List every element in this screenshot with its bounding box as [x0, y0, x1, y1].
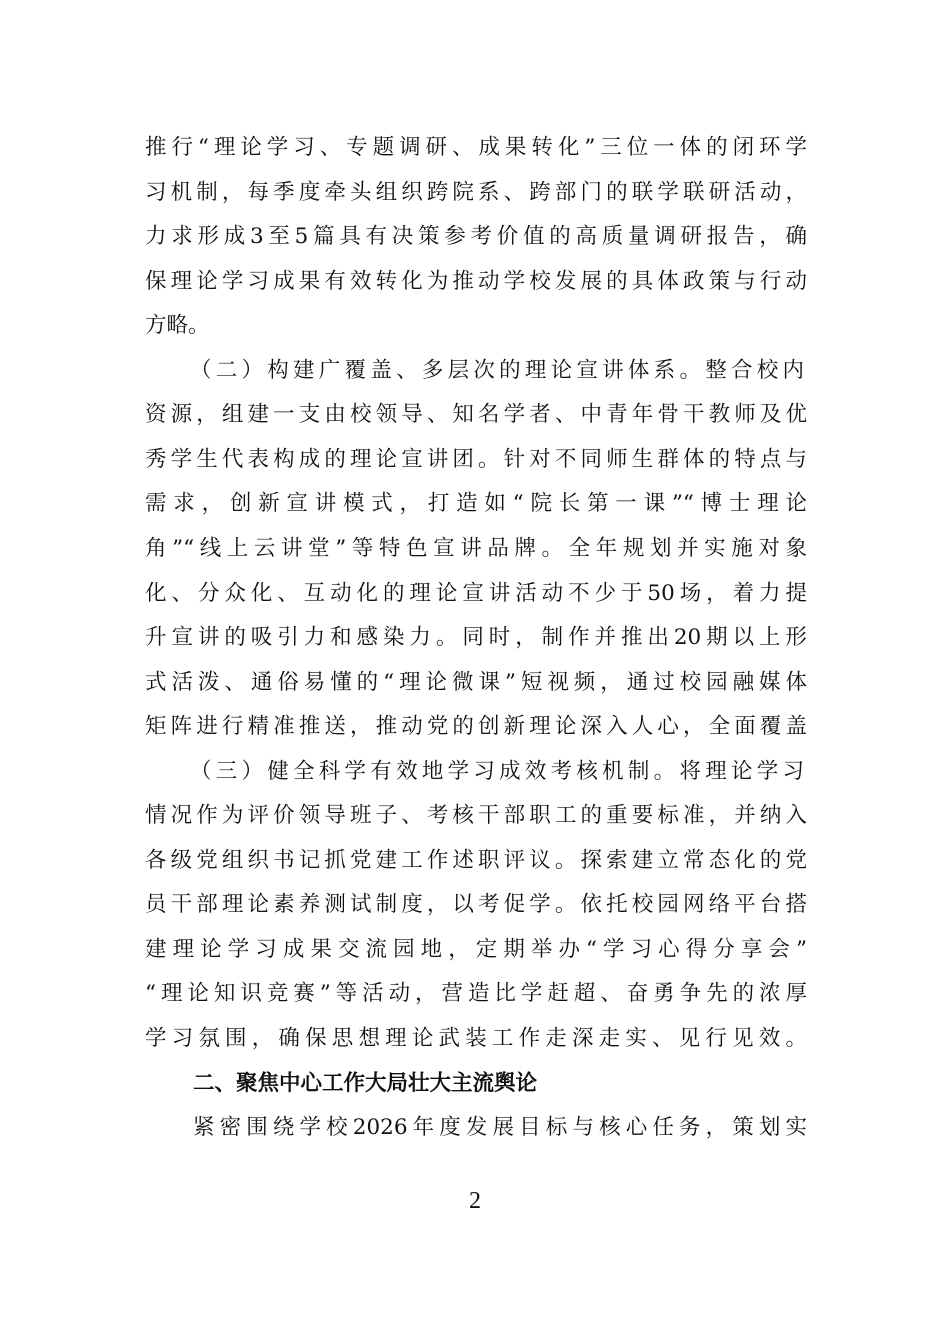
body-text-line: 方略。	[145, 313, 210, 339]
body-text-line: 资源，组建一支由校领导、知名学者、中青年骨干教师及优	[145, 402, 807, 428]
page-number: 2	[469, 1188, 481, 1214]
body-text-line: 秀学生代表构成的理论宣讲团。针对不同师生群体的特点与	[145, 446, 807, 472]
body-text-line: 角”“线上云讲堂”等特色宣讲品牌。全年规划并实施对象	[145, 535, 807, 561]
body-text-line: 推行“理论学习、专题调研、成果转化”三位一体的闭环学	[145, 135, 807, 160]
body-text-line: 学习氛围，确保思想理论武装工作走深走实、见行见效。	[145, 1026, 807, 1051]
body-text-line: 式活泼、通俗易懂的“理论微课”短视频，通过校园融媒体	[145, 669, 807, 695]
body-text-line: 保理论学习成果有效转化为推动学校发展的具体政策与行动	[145, 268, 807, 294]
body-text-line: 力求形成3至5篇具有决策参考价值的高质量调研报告，确	[145, 224, 807, 250]
body-text-line: 习机制，每季度牵头组织跨院系、跨部门的联学联研活动，	[145, 179, 807, 205]
body-text-line: “理论知识竞赛”等活动，营造比学赶超、奋勇争先的浓厚	[145, 981, 807, 1007]
body-text-line: 需求，创新宣讲模式，打造如“院长第一课”“博士理论	[145, 491, 807, 517]
body-text-line: 建理论学习成果交流园地，定期举办“学习心得分享会”	[145, 936, 807, 962]
body-text-line: （三）健全科学有效地学习成效考核机制。将理论学习	[190, 758, 804, 784]
body-text-line: （二）构建广覆盖、多层次的理论宣讲体系。整合校内	[190, 357, 804, 383]
body-text-line: 员干部理论素养测试制度，以考促学。依托校园网络平台搭	[145, 892, 807, 918]
body-text-line: 各级党组织书记抓党建工作述职评议。探索建立常态化的党	[145, 847, 807, 873]
section-heading: 二、聚焦中心工作大局壮大主流舆论	[193, 1070, 538, 1096]
body-text-line: 升宣讲的吸引力和感染力。同时，制作并推出20期以上形	[145, 625, 807, 651]
body-text-line: 矩阵进行精准推送，推动党的创新理论深入人心，全面覆盖	[145, 714, 807, 740]
body-text-line: 情况作为评价领导班子、考核干部职工的重要标准，并纳入	[145, 803, 807, 829]
body-text-line: 紧密围绕学校2026年度发展目标与核心任务，策划实	[193, 1115, 807, 1141]
body-text-line: 化、分众化、互动化的理论宣讲活动不少于50场，着力提	[145, 580, 807, 606]
